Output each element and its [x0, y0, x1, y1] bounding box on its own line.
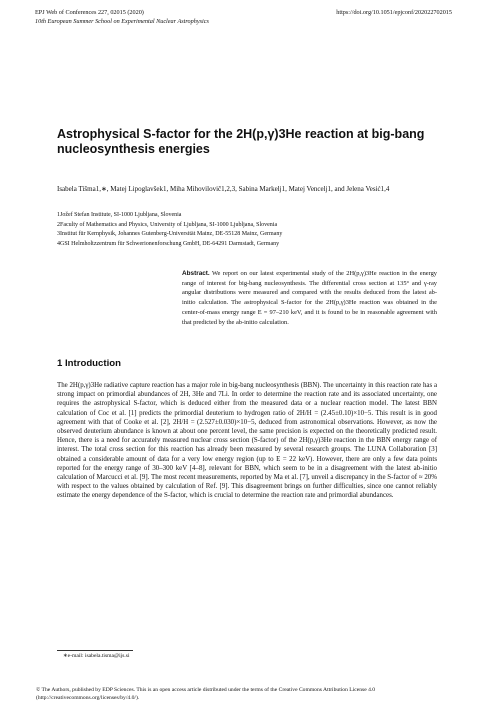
paper-title: Astrophysical S-factor for the 2H(p,γ)3He reaction at big-bang nucleosynthesis energies — [57, 127, 425, 156]
affiliation-1: 1Jožef Stefan Institute, SI-1000 Ljubljana, Slovenia — [57, 212, 182, 218]
doi-link[interactable]: https://doi.org/10.1051/epjconf/202022702015 — [336, 9, 452, 16]
affiliation-4: 4GSI Helmholtzzentrum für Schwerionenforschung GmbH, DE-64291 Darmstadt, Germany — [57, 240, 280, 247]
section-body — [57, 381, 437, 501]
footnote-divider — [57, 650, 133, 651]
abstract-label: Abstract. — [182, 270, 210, 277]
paragraph: The 2H(p,γ)3He radiative capture reaction has a major role in big-bang nucleosynthesis (BBN). The uncertainty in this reaction rate has a strong impact on primordial abundances of 2H, 3He and 7Li. In order to determine the reaction rate and its associated uncertainty, one requires the astrophysical S-factor, which is deduced either from the measured data or a nuclear reaction model. The latest BBN calculation of Coc et al. [1] predicts the primordial deuterium to hydrogen ratio of 2H/H = (2.45±0.10)×10−5. This result is in good agreement with that of Cooke et al. [2], 2H/H = (2.527±0.030)×10−5, deduced from astronomical observations. However, as now the observed deuterium abundance is known at about one percent level, the same precision is expected on the theoretically predicted result. Hence, there is a need for accurately measured nuclear cross section (S-factor) of the 2H(p,γ)3He reaction in the BBN energy range of interest. The total cross section for this reaction has already been measured by several research groups. The LUNA Collaboration [3] obtained a considerable amount of data for a very low energy region (up to E = 22 keV). However, there are only a few data points reported for the energy range of 30–300 keV [4–8], relevant for BBN, which seem to be in a disagreement with the latest ab-initio calculation of Marcucci et al. [9]. The most recent measurements, reported by Ma et al. [7], unveil a discrepancy in the S-factor of ≈ 20% with respect to the values obtained by calculation of Ref. [9]. This disagreement brings on further difficulties, since one cannot reliably estimate the energy dependence of the S-factor, which is crucial to determine the reaction rate and primordial abundances. — [57, 382, 437, 500]
footnote: ∗e-mail: isabela.tisma@ijs.si — [63, 653, 130, 659]
abstract-text: We report on our latest experimental study of the 2H(p,γ)3He reaction in the energy range of interest for big-bang nucleosynthesis. The differential cross section at 135° and γ-ray angular distributions were measured and compared with the results deduced from the latest ab-initio calculation. The astrophysical S-factor for the 2H(p,γ)3He reaction was obtained in the center-of-mass energy range E = 97–210 keV, and it is found to be in reasonable agreement with that predicted by the ab-initio calculation. — [182, 270, 438, 326]
journal-reference: EPJ Web of Conferences 227, 02015 (2020) — [35, 9, 144, 16]
copyright-notice: © The Authors, published by EDP Sciences. This is an open access article distributed under the terms of the Creative Commons Attribution License 4.0 (http://creativecommons.org/licenses/by/4.0/). — [36, 687, 376, 701]
affiliations — [57, 211, 447, 249]
affiliation-2: 2Faculty of Mathematics and Physics, University of Ljubljana, SI-1000 Ljubljana, Slovenia — [57, 221, 278, 228]
author-list: Isabela Tišma1,∗, Matej Lipoglavšek1, Miha Mihovilovič1,2,3, Sabina Markelj1, Matej Vencelj1, and Jelena Vesić1,4 — [57, 185, 390, 193]
affiliation-3: 3Institut für Kernphysik, Johannes Gutenberg-Universität Mainz, DE-55128 Mainz, Germany — [57, 231, 283, 238]
conference-name: 10th European Summer School on Experimental Nuclear Astrophysics — [35, 18, 209, 25]
section-heading: 1 Introduction — [57, 358, 121, 369]
abstract — [182, 269, 437, 327]
